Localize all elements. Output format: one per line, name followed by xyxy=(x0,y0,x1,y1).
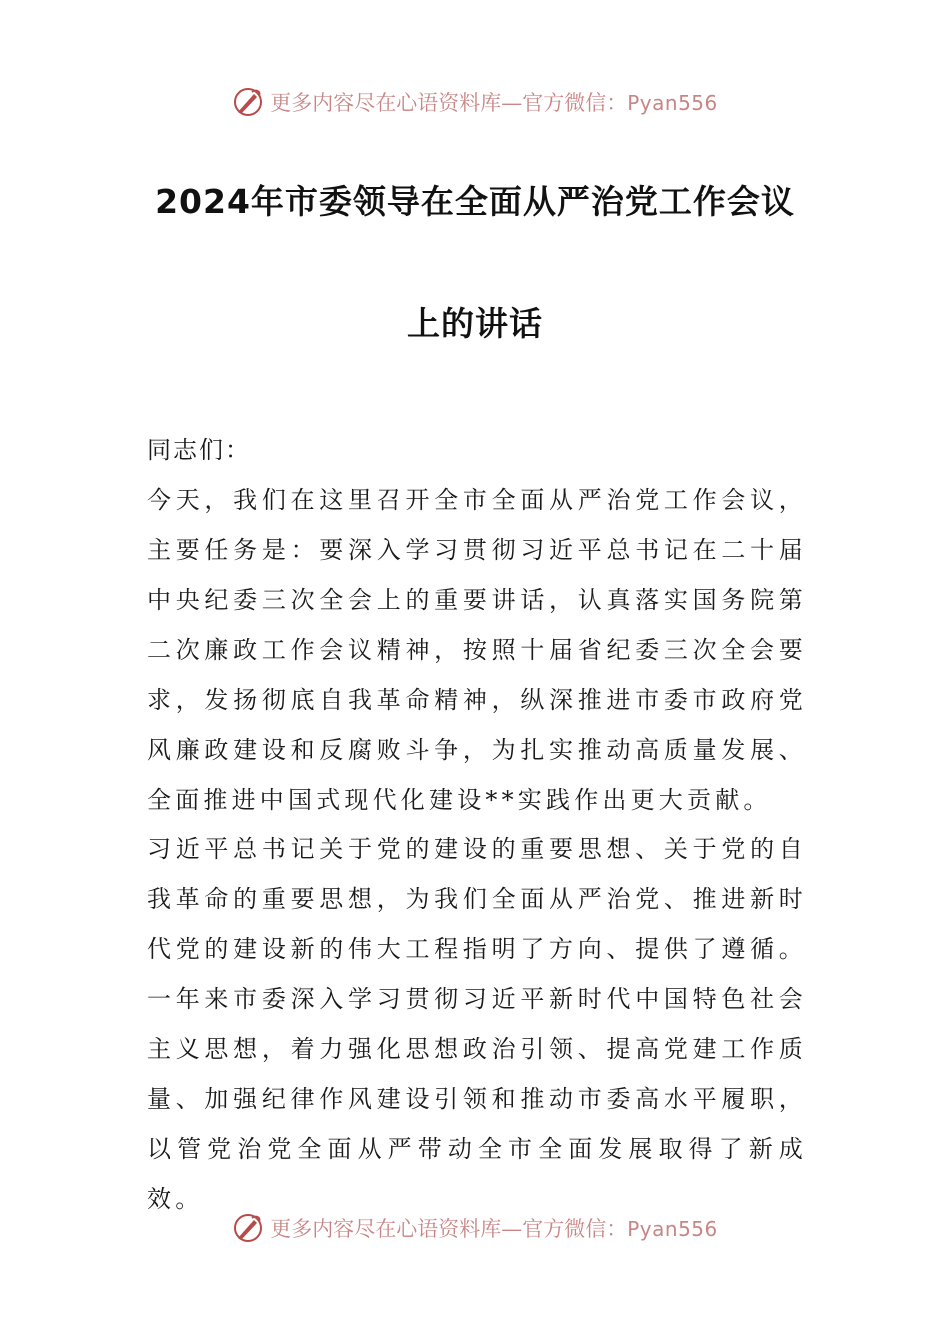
pen-logo-icon xyxy=(232,1212,264,1244)
pen-logo-icon xyxy=(232,86,264,118)
watermark-text: 更多内容尽在心语资料库—官方微信：Pyan556 xyxy=(270,91,718,115)
salutation: 同志们： xyxy=(147,436,251,464)
watermark-text: 更多内容尽在心语资料库—官方微信：Pyan556 xyxy=(270,1217,718,1241)
paragraph-text: 习近平总书记关于党的建设的重要思想、关于党的自我革命的重要思想，为我们全面从严治党、推进新时代党的建设新的伟大工程指明了方向、提供了遵循。一年来市委深入学习贯彻习近平新时代中国特色社会主义思想，着力强化思想政治引领、提高党建工作质量、加强纪律作风建设引领和推动市委高水平履职，以管党治党全面从严带动全市全面发展取得了新成效。 xyxy=(147,835,807,1213)
watermark-footer xyxy=(0,1212,950,1244)
paragraph-text: 今天，我们在这里召开全市全面从严治党工作会议，主要任务是：要深入学习贯彻习近平总书记在二十届中央纪委三次全会上的重要讲话，认真落实国务院第二次廉政工作会议精神，按照十届省纪委三次全会要求，发扬彻底自我革命精神，纵深推进市委市政府党风廉政建设和反腐败斗争，为扎实推动高质量发展、全面推进中国式现代化建设**实践作出更大贡献。 xyxy=(147,486,807,814)
paragraph-2 xyxy=(147,824,807,1224)
document-title-line-2: 上的讲话 xyxy=(407,304,543,343)
paragraph-1 xyxy=(147,475,807,825)
watermark-header xyxy=(0,86,950,118)
document-title-line-1: 2024年市委领导在全面从严治党工作会议 xyxy=(155,182,795,221)
